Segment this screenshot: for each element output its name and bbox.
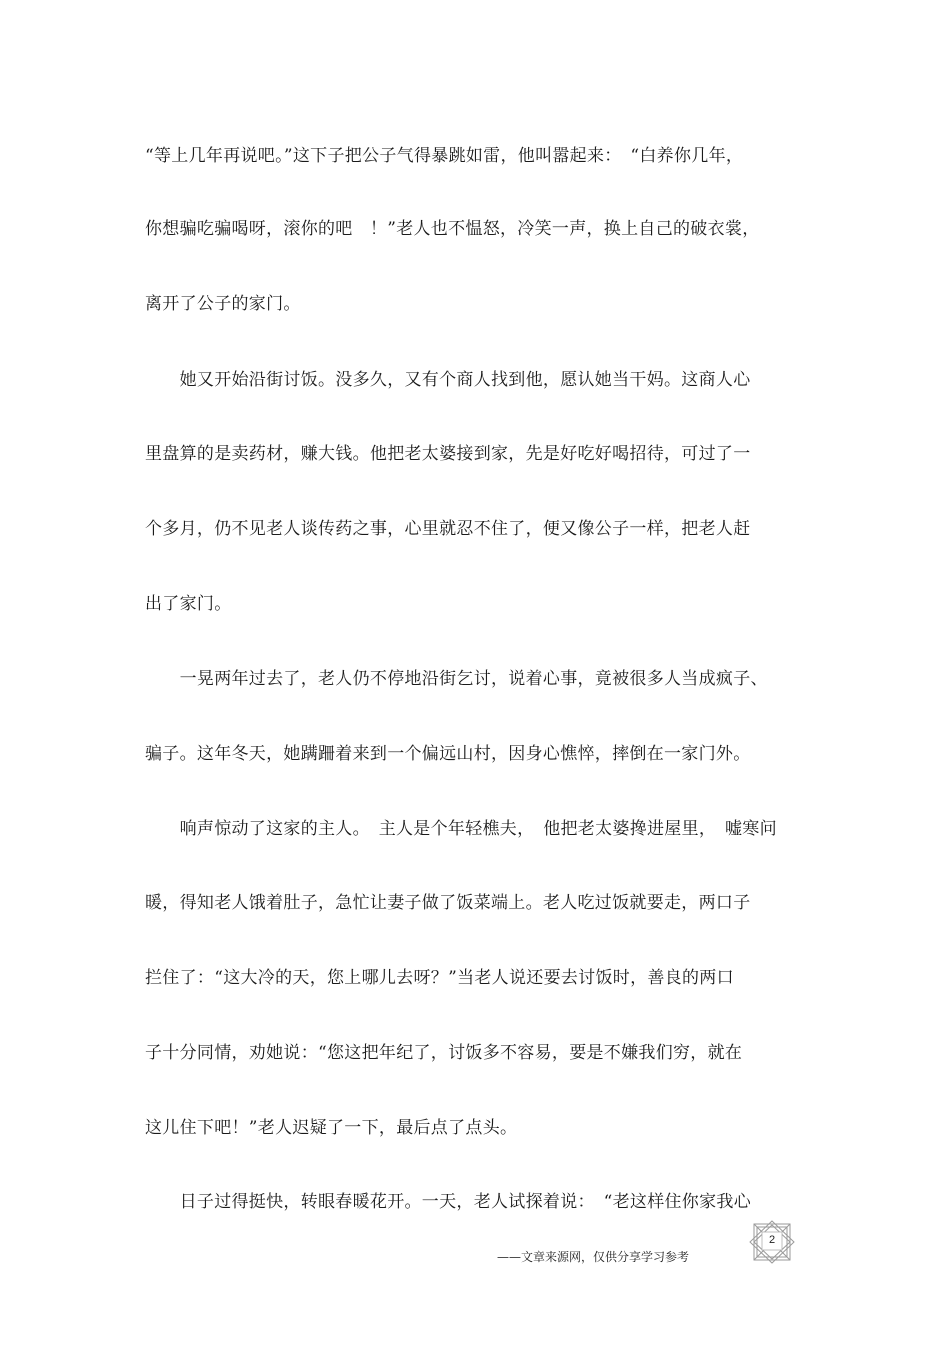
text-line-9: 骗子。这年冬天，她蹒跚着来到一个偏远山村，因身心憔悴，摔倒在一家门外。 — [145, 744, 751, 764]
text-line-13: 子十分同情，劝她说：“您这把年纪了，讨饭多不容易，要是不嫌我们穷，就在 — [145, 1043, 743, 1063]
text-line-2: 你想骗吃骗喝呀，滚你的吧 ！”老人也不愠怒，冷笑一声，换上自己的破衣裳， — [145, 219, 760, 239]
text-line-14: 这儿住下吧！”老人迟疑了一下，最后点了点头。 — [145, 1118, 518, 1138]
text-line-5: 里盘算的是卖药材，赚大钱。他把老太婆接到家，先是好吃好喝招待，可过了一 — [145, 444, 751, 464]
text-line-8: 一晃两年过去了，老人仍不停地沿街乞讨，说着心事，竟被很多人当成疯子、 — [145, 669, 768, 689]
text-line-1: “等上几年再说吧。”这下子把公子气得暴跳如雷，他叫嚣起来： “白养你几年， — [145, 146, 744, 166]
text-line-3: 离开了公子的家门。 — [145, 294, 301, 314]
text-line-4: 她又开始沿街讨饭。没多久，又有个商人找到他，愿认她当干妈。这商人心 — [145, 370, 751, 390]
text-line-6: 个多月，仍不见老人谈传药之事，心里就忍不住了，便又像公子一样，把老人赶 — [145, 519, 751, 539]
footer-source-note: ——文章来源网，仅供分享学习参考 — [497, 1250, 690, 1264]
text-line-12: 拦住了：“这大冷的天，您上哪儿去呀？”当老人说还要去讨饭时，善良的两口 — [145, 968, 734, 988]
page-number: 2 — [768, 1234, 776, 1246]
text-line-7: 出了家门。 — [145, 594, 232, 614]
text-line-11: 暖，得知老人饿着肚子，急忙让妻子做了饭菜端上。老人吃过饭就要走，两口子 — [145, 893, 751, 913]
text-line-15: 日子过得挺快，转眼春暖花开。一天，老人试探着说： “老这样住你家我心 — [145, 1192, 751, 1212]
text-line-10: 响声惊动了这家的主人。 主人是个年轻樵夫， 他把老太婆搀进屋里， 嘘寒问 — [145, 819, 777, 839]
page-number-badge — [748, 1220, 796, 1264]
